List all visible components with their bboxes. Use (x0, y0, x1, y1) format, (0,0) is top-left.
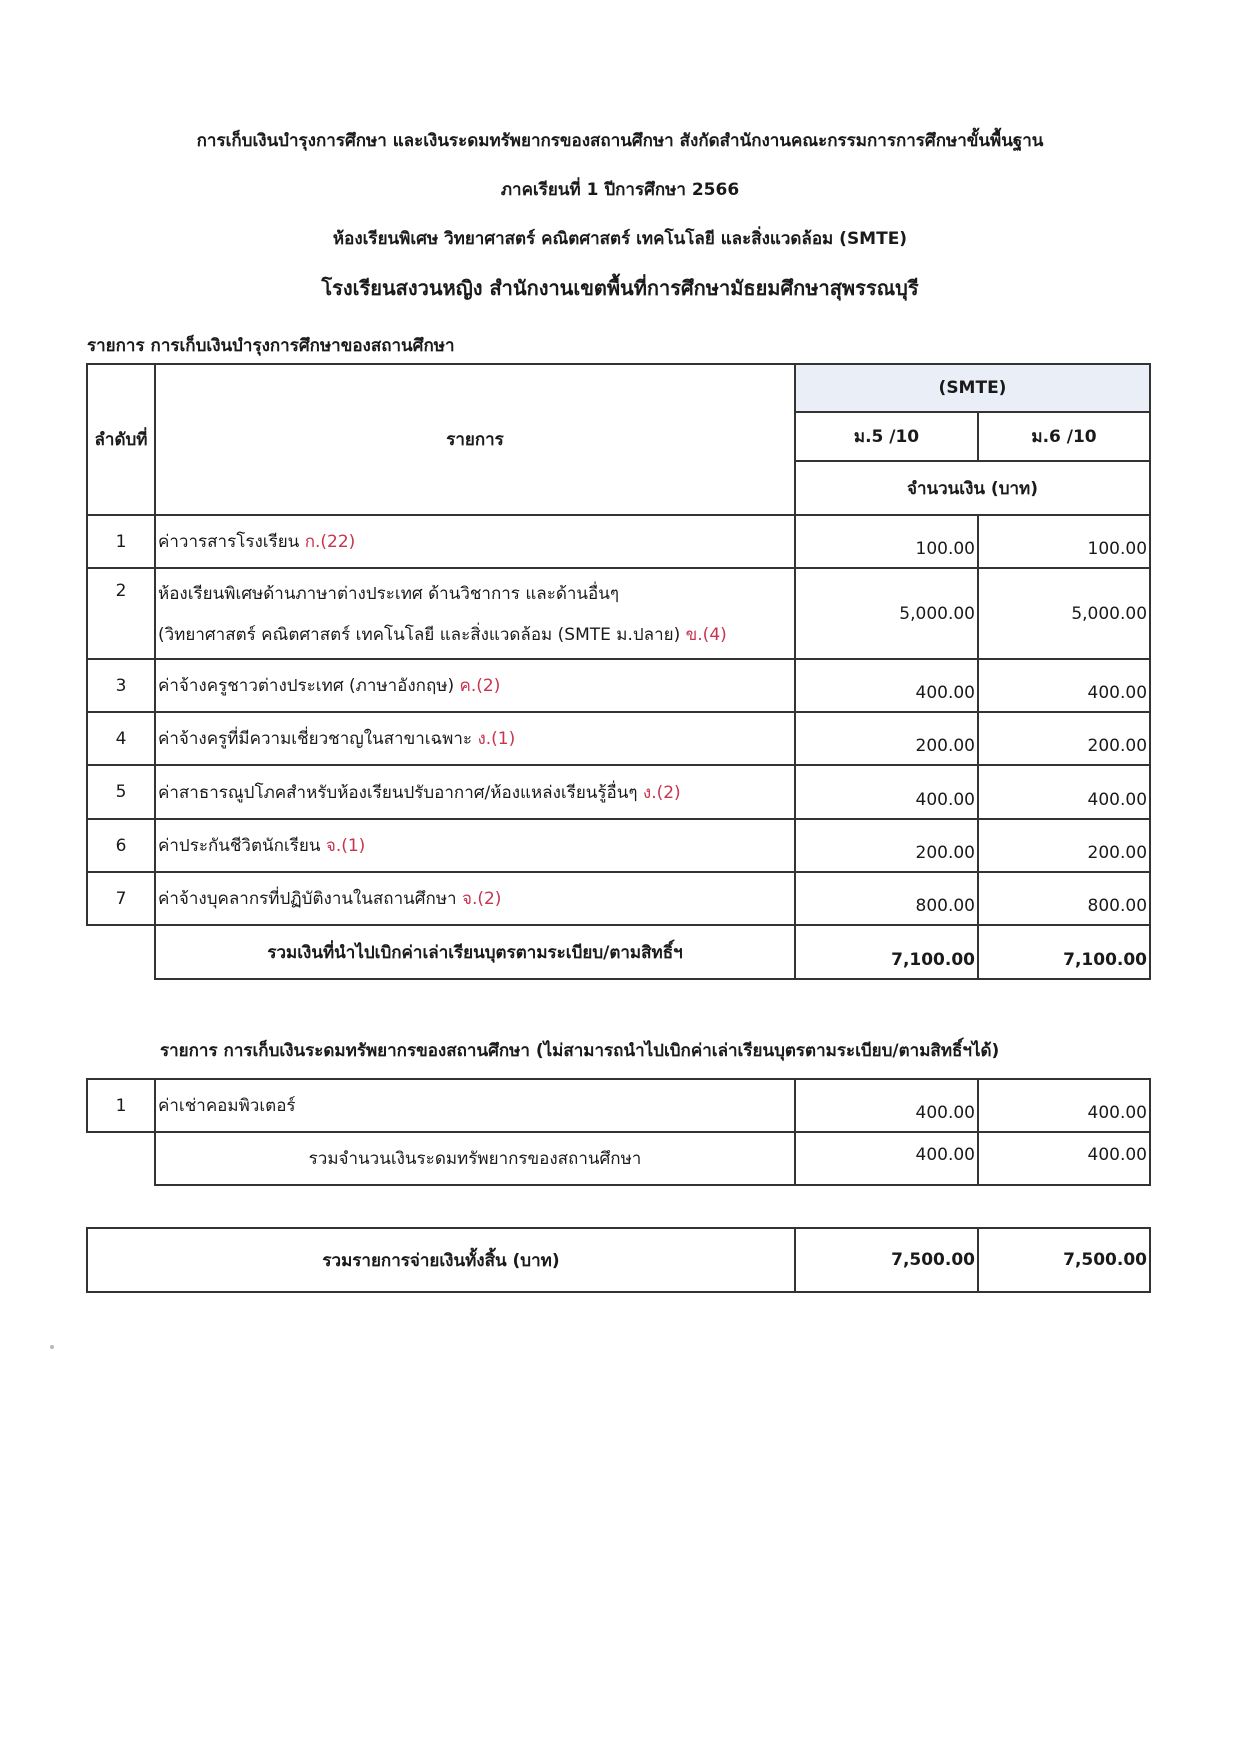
table-row (87, 712, 1150, 765)
amount-m5: 100.00 (795, 515, 978, 568)
budget-code: ค.(2) (459, 676, 501, 696)
budget-code: จ.(2) (461, 889, 502, 909)
row-no: 3 (87, 659, 155, 712)
table-row (87, 568, 1150, 659)
row-no: 1 (87, 1079, 155, 1132)
amount-m5: 200.00 (795, 819, 978, 872)
scan-speck (50, 1345, 54, 1349)
amount-m6: 800.00 (978, 872, 1150, 925)
row-label-line1: ห้องเรียนพิเศษด้านภาษาต่างประเทศ ด้านวิชาการ และด้านอื่นๆ (158, 583, 620, 604)
fee-table (86, 363, 1151, 980)
col-header-m6: ม.6 /10 (978, 412, 1150, 461)
table-row (87, 872, 1150, 925)
grand-total-m5: 7,500.00 (795, 1228, 978, 1292)
total-row (87, 1132, 1150, 1185)
amount-m5: 400.00 (795, 1079, 978, 1132)
row-label (155, 568, 795, 659)
doc-title-line1: การเก็บเงินบำรุงการศึกษา และเงินระดมทรัพยากรของสถานศึกษา สังกัดสำนักงานคณะกรรมการการศึกษาขั้นพื้นฐาน (196, 131, 1044, 151)
budget-code: ข.(4) (685, 624, 727, 645)
total-m6: 7,100.00 (978, 925, 1150, 979)
table-row (87, 765, 1150, 819)
col-header-amount: จำนวนเงิน (บาท) (795, 461, 1150, 515)
col-header-group: (SMTE) (795, 364, 1150, 412)
doc-title-school: โรงเรียนสงวนหญิง สำนักงานเขตพื้นที่การศึกษามัธยมศึกษาสุพรรณบุรี (321, 276, 919, 300)
table-row (87, 1079, 1150, 1132)
amount-m5: 400.00 (795, 659, 978, 712)
amount-m6: 5,000.00 (978, 568, 1150, 659)
grand-total-row (87, 1228, 1150, 1292)
amount-m5: 200.00 (795, 712, 978, 765)
doc-title-semester: ภาคเรียนที่ 1 ปีการศึกษา 2566 (500, 180, 740, 200)
total-row (87, 925, 1150, 979)
resource-table (86, 1078, 1151, 1186)
col-header-no: ลำดับที่ (87, 364, 155, 515)
table-row (87, 659, 1150, 712)
total-label: รวมเงินที่นำไปเบิกค่าเล่าเรียนบุตรตามระเบียบ/ตามสิทธิ์ฯ (155, 925, 795, 979)
total-m5: 400.00 (795, 1132, 978, 1185)
amount-m6: 400.00 (978, 659, 1150, 712)
amount-m5: 800.00 (795, 872, 978, 925)
amount-m6: 400.00 (978, 765, 1150, 819)
amount-m6: 100.00 (978, 515, 1150, 568)
col-header-m5: ม.5 /10 (795, 412, 978, 461)
section2-title: รายการ การเก็บเงินระดมทรัพยากรของสถานศึกษา (ไม่สามารถนำไปเบิกค่าเล่าเรียนบุตรตามระเบียบ/ตามสิทธิ์ฯได้) (160, 1041, 1000, 1061)
amount-m6: 400.00 (978, 1079, 1150, 1132)
amount-m5: 5,000.00 (795, 568, 978, 659)
budget-code: ก.(22) (304, 532, 356, 552)
total-label: รวมจำนวนเงินระดมทรัพยากรของสถานศึกษา (155, 1132, 795, 1185)
total-m6: 400.00 (978, 1132, 1150, 1185)
section1-title: รายการ การเก็บเงินบำรุงการศึกษาของสถานศึกษา (87, 336, 455, 356)
total-m5: 7,100.00 (795, 925, 978, 979)
amount-m6: 200.00 (978, 819, 1150, 872)
doc-title-program: ห้องเรียนพิเศษ วิทยาศาสตร์ คณิตศาสตร์ เทคโนโลยี และสิ่งแวดล้อม (SMTE) (332, 229, 908, 249)
table-row (87, 819, 1150, 872)
grand-total-table (86, 1227, 1151, 1293)
row-no: 5 (87, 765, 155, 819)
row-label: ค่าประกันชีวิตนักเรียน จ.(1) (155, 819, 795, 872)
row-label: ค่าจ้างบุคลากรที่ปฏิบัติงานในสถานศึกษา จ.(2) (155, 872, 795, 925)
row-label: ค่าวารสารโรงเรียน ก.(22) (155, 515, 795, 568)
row-label: ค่าเช่าคอมพิวเตอร์ (155, 1079, 795, 1132)
row-label: ค่าจ้างครูที่มีความเชี่ยวชาญในสาขาเฉพาะ ง.(1) (155, 712, 795, 765)
row-no: 6 (87, 819, 155, 872)
amount-m5: 400.00 (795, 765, 978, 819)
budget-code: ง.(1) (477, 729, 516, 749)
row-no: 1 (87, 515, 155, 568)
grand-total-label: รวมรายการจ่ายเงินทั้งสิ้น (บาท) (87, 1228, 795, 1292)
budget-code: ง.(2) (642, 782, 681, 803)
table-row (87, 515, 1150, 568)
col-header-item: รายการ (155, 364, 795, 515)
row-label: ค่าสาธารณูปโภคสำหรับห้องเรียนปรับอากาศ/ห้องแหล่งเรียนรู้อื่นๆ ง.(2) (155, 765, 795, 819)
row-label: ค่าจ้างครูชาวต่างประเทศ (ภาษาอังกฤษ) ค.(2) (155, 659, 795, 712)
row-no: 7 (87, 872, 155, 925)
row-label-line2: (วิทยาศาสตร์ คณิตศาสตร์ เทคโนโลยี และสิ่งแวดล้อม (SMTE ม.ปลาย) ข.(4) (158, 624, 727, 645)
amount-m6: 200.00 (978, 712, 1150, 765)
budget-code: จ.(1) (325, 836, 366, 856)
row-no: 2 (87, 568, 155, 659)
grand-total-m6: 7,500.00 (978, 1228, 1150, 1292)
row-no: 4 (87, 712, 155, 765)
